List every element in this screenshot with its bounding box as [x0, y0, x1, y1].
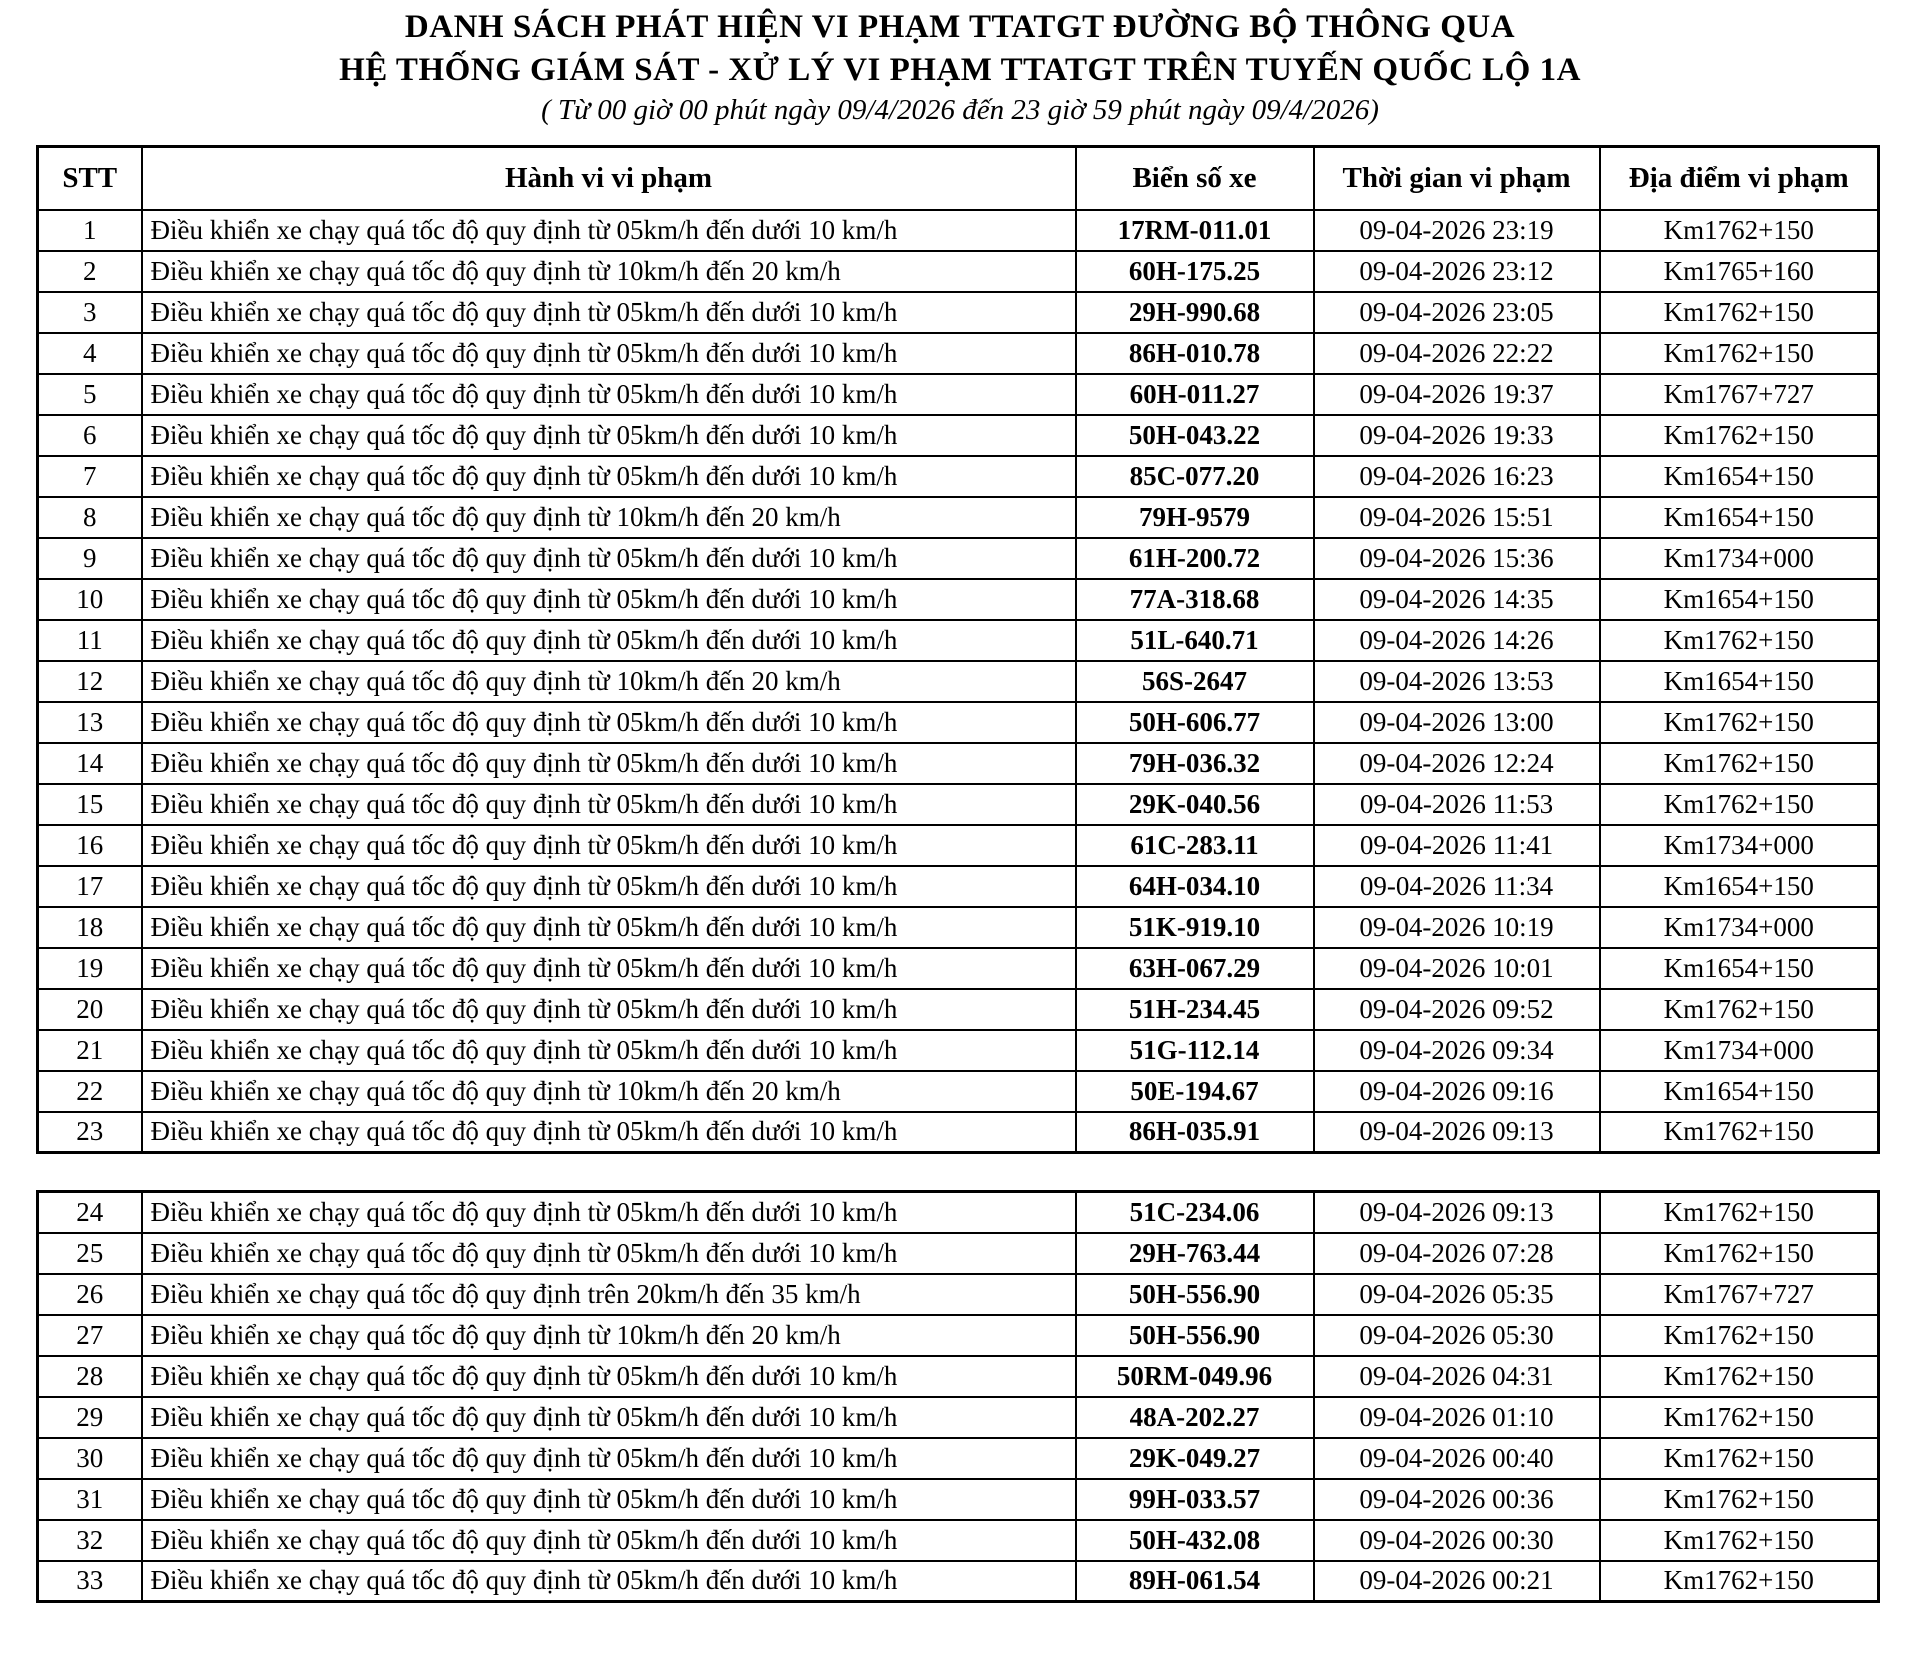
violation-cell: Điều khiển xe chạy quá tốc độ quy định từ 05km/h đến dưới 10 km/h	[142, 620, 1076, 661]
location-cell: Km1762+150	[1600, 1397, 1879, 1438]
violation-cell: Điều khiển xe chạy quá tốc độ quy định trên 20km/h đến 35 km/h	[142, 1274, 1076, 1315]
table-row	[38, 1071, 1879, 1112]
location-cell: Km1762+150	[1600, 620, 1879, 661]
time-cell: 09-04-2026 07:28	[1314, 1233, 1600, 1274]
time-cell: 09-04-2026 04:31	[1314, 1356, 1600, 1397]
violation-cell: Điều khiển xe chạy quá tốc độ quy định từ 05km/h đến dưới 10 km/h	[142, 866, 1076, 907]
stt-cell: 4	[38, 333, 142, 374]
plate-cell: 77A-318.68	[1076, 579, 1314, 620]
violations-table-block-1	[36, 145, 1880, 1154]
plate-cell: 79H-036.32	[1076, 743, 1314, 784]
violation-cell: Điều khiển xe chạy quá tốc độ quy định từ 05km/h đến dưới 10 km/h	[142, 1233, 1076, 1274]
time-cell: 09-04-2026 15:36	[1314, 538, 1600, 579]
table-row	[38, 661, 1879, 702]
stt-cell: 33	[38, 1561, 142, 1602]
location-cell: Km1765+160	[1600, 251, 1879, 292]
time-cell: 09-04-2026 13:00	[1314, 702, 1600, 743]
stt-cell: 7	[38, 456, 142, 497]
stt-cell: 16	[38, 825, 142, 866]
header-stt: STT	[38, 147, 142, 210]
location-cell: Km1762+150	[1600, 1112, 1879, 1153]
violation-cell: Điều khiển xe chạy quá tốc độ quy định từ 05km/h đến dưới 10 km/h	[142, 579, 1076, 620]
location-cell: Km1762+150	[1600, 1479, 1879, 1520]
stt-cell: 24	[38, 1192, 142, 1233]
plate-cell: 60H-175.25	[1076, 251, 1314, 292]
stt-cell: 6	[38, 415, 142, 456]
location-cell: Km1762+150	[1600, 333, 1879, 374]
location-cell: Km1762+150	[1600, 1438, 1879, 1479]
violation-cell: Điều khiển xe chạy quá tốc độ quy định từ 05km/h đến dưới 10 km/h	[142, 1192, 1076, 1233]
location-cell: Km1767+727	[1600, 1274, 1879, 1315]
location-cell: Km1654+150	[1600, 948, 1879, 989]
time-cell: 09-04-2026 09:16	[1314, 1071, 1600, 1112]
time-cell: 09-04-2026 05:30	[1314, 1315, 1600, 1356]
plate-cell: 61H-200.72	[1076, 538, 1314, 579]
plate-cell: 51C-234.06	[1076, 1192, 1314, 1233]
location-cell: Km1762+150	[1600, 1561, 1879, 1602]
stt-cell: 9	[38, 538, 142, 579]
violation-cell: Điều khiển xe chạy quá tốc độ quy định từ 10km/h đến 20 km/h	[142, 661, 1076, 702]
time-cell: 09-04-2026 14:26	[1314, 620, 1600, 661]
location-cell: Km1654+150	[1600, 579, 1879, 620]
location-cell: Km1762+150	[1600, 1520, 1879, 1561]
document-title-line2: HỆ THỐNG GIÁM SÁT - XỬ LÝ VI PHẠM TTATGT TRÊN TUYẾN QUỐC LỘ 1A	[339, 52, 1581, 88]
table-row	[38, 374, 1879, 415]
table-row	[38, 1233, 1879, 1274]
violation-cell: Điều khiển xe chạy quá tốc độ quy định từ 05km/h đến dưới 10 km/h	[142, 292, 1076, 333]
stt-cell: 11	[38, 620, 142, 661]
table-row	[38, 1561, 1879, 1602]
table-row	[38, 620, 1879, 661]
time-cell: 09-04-2026 11:41	[1314, 825, 1600, 866]
location-cell: Km1762+150	[1600, 1233, 1879, 1274]
time-cell: 09-04-2026 00:30	[1314, 1520, 1600, 1561]
plate-cell: 50H-606.77	[1076, 702, 1314, 743]
plate-cell: 51H-234.45	[1076, 989, 1314, 1030]
location-cell: Km1767+727	[1600, 374, 1879, 415]
time-cell: 09-04-2026 09:13	[1314, 1192, 1600, 1233]
plate-cell: 29K-049.27	[1076, 1438, 1314, 1479]
location-cell: Km1734+000	[1600, 825, 1879, 866]
time-cell: 09-04-2026 09:34	[1314, 1030, 1600, 1071]
violation-cell: Điều khiển xe chạy quá tốc độ quy định từ 05km/h đến dưới 10 km/h	[142, 825, 1076, 866]
table-row	[38, 989, 1879, 1030]
table-row	[38, 210, 1879, 251]
time-cell: 09-04-2026 15:51	[1314, 497, 1600, 538]
violations-table-header	[38, 147, 1879, 210]
violation-cell: Điều khiển xe chạy quá tốc độ quy định từ 10km/h đến 20 km/h	[142, 497, 1076, 538]
table-row	[38, 907, 1879, 948]
stt-cell: 25	[38, 1233, 142, 1274]
time-cell: 09-04-2026 00:36	[1314, 1479, 1600, 1520]
plate-cell: 64H-034.10	[1076, 866, 1314, 907]
table-row	[38, 743, 1879, 784]
time-cell: 09-04-2026 23:12	[1314, 251, 1600, 292]
stt-cell: 2	[38, 251, 142, 292]
stt-cell: 3	[38, 292, 142, 333]
plate-cell: 50E-194.67	[1076, 1071, 1314, 1112]
header-plate: Biển số xe	[1076, 147, 1314, 210]
stt-cell: 23	[38, 1112, 142, 1153]
plate-cell: 89H-061.54	[1076, 1561, 1314, 1602]
location-cell: Km1762+150	[1600, 415, 1879, 456]
plate-cell: 29H-763.44	[1076, 1233, 1314, 1274]
plate-cell: 50H-432.08	[1076, 1520, 1314, 1561]
table-row	[38, 1397, 1879, 1438]
location-cell: Km1654+150	[1600, 661, 1879, 702]
stt-cell: 26	[38, 1274, 142, 1315]
time-cell: 09-04-2026 11:34	[1314, 866, 1600, 907]
location-cell: Km1762+150	[1600, 210, 1879, 251]
stt-cell: 17	[38, 866, 142, 907]
violation-cell: Điều khiển xe chạy quá tốc độ quy định từ 05km/h đến dưới 10 km/h	[142, 948, 1076, 989]
plate-cell: 60H-011.27	[1076, 374, 1314, 415]
stt-cell: 28	[38, 1356, 142, 1397]
plate-cell: 48A-202.27	[1076, 1397, 1314, 1438]
table-row	[38, 251, 1879, 292]
table-row	[38, 579, 1879, 620]
plate-cell: 50H-556.90	[1076, 1315, 1314, 1356]
table-row	[38, 1438, 1879, 1479]
time-cell: 09-04-2026 00:21	[1314, 1561, 1600, 1602]
header-time: Thời gian vi phạm	[1314, 147, 1600, 210]
plate-cell: 50RM-049.96	[1076, 1356, 1314, 1397]
table-row	[38, 1112, 1879, 1153]
stt-cell: 5	[38, 374, 142, 415]
time-cell: 09-04-2026 16:23	[1314, 456, 1600, 497]
violation-cell: Điều khiển xe chạy quá tốc độ quy định từ 05km/h đến dưới 10 km/h	[142, 333, 1076, 374]
violation-cell: Điều khiển xe chạy quá tốc độ quy định từ 05km/h đến dưới 10 km/h	[142, 907, 1076, 948]
location-cell: Km1654+150	[1600, 456, 1879, 497]
time-cell: 09-04-2026 09:52	[1314, 989, 1600, 1030]
stt-cell: 1	[38, 210, 142, 251]
table-row	[38, 1356, 1879, 1397]
plate-cell: 50H-556.90	[1076, 1274, 1314, 1315]
violation-cell: Điều khiển xe chạy quá tốc độ quy định từ 05km/h đến dưới 10 km/h	[142, 1520, 1076, 1561]
table-row	[38, 415, 1879, 456]
header-violation: Hành vi vi phạm	[142, 147, 1076, 210]
time-cell: 09-04-2026 10:19	[1314, 907, 1600, 948]
location-cell: Km1654+150	[1600, 866, 1879, 907]
time-cell: 09-04-2026 00:40	[1314, 1438, 1600, 1479]
stt-cell: 14	[38, 743, 142, 784]
table-row	[38, 292, 1879, 333]
header-row	[38, 147, 1879, 210]
violations-table-block-2	[36, 1190, 1880, 1603]
header-location: Địa điểm vi phạm	[1600, 147, 1879, 210]
violation-cell: Điều khiển xe chạy quá tốc độ quy định từ 05km/h đến dưới 10 km/h	[142, 1030, 1076, 1071]
plate-cell: 86H-010.78	[1076, 333, 1314, 374]
violation-cell: Điều khiển xe chạy quá tốc độ quy định từ 05km/h đến dưới 10 km/h	[142, 1356, 1076, 1397]
violation-cell: Điều khiển xe chạy quá tốc độ quy định từ 05km/h đến dưới 10 km/h	[142, 1397, 1076, 1438]
location-cell: Km1734+000	[1600, 538, 1879, 579]
document-title-line1: DANH SÁCH PHÁT HIỆN VI PHẠM TTATGT ĐƯỜNG BỘ THÔNG QUA	[404, 9, 1516, 45]
violations-rows-block-2	[38, 1192, 1879, 1602]
location-cell: Km1762+150	[1600, 1192, 1879, 1233]
table-row	[38, 538, 1879, 579]
time-cell: 09-04-2026 01:10	[1314, 1397, 1600, 1438]
plate-cell: 86H-035.91	[1076, 1112, 1314, 1153]
location-cell: Km1734+000	[1600, 907, 1879, 948]
table-row	[38, 1030, 1879, 1071]
location-cell: Km1762+150	[1600, 784, 1879, 825]
stt-cell: 13	[38, 702, 142, 743]
stt-cell: 32	[38, 1520, 142, 1561]
plate-cell: 17RM-011.01	[1076, 210, 1314, 251]
time-cell: 09-04-2026 19:37	[1314, 374, 1600, 415]
violation-cell: Điều khiển xe chạy quá tốc độ quy định từ 05km/h đến dưới 10 km/h	[142, 1112, 1076, 1153]
plate-cell: 51L-640.71	[1076, 620, 1314, 661]
violation-cell: Điều khiển xe chạy quá tốc độ quy định từ 05km/h đến dưới 10 km/h	[142, 989, 1076, 1030]
stt-cell: 21	[38, 1030, 142, 1071]
plate-cell: 51K-919.10	[1076, 907, 1314, 948]
stt-cell: 18	[38, 907, 142, 948]
violation-cell: Điều khiển xe chạy quá tốc độ quy định từ 05km/h đến dưới 10 km/h	[142, 538, 1076, 579]
table-row	[38, 948, 1879, 989]
stt-cell: 30	[38, 1438, 142, 1479]
violation-cell: Điều khiển xe chạy quá tốc độ quy định từ 05km/h đến dưới 10 km/h	[142, 784, 1076, 825]
table-row	[38, 1479, 1879, 1520]
table-row	[38, 497, 1879, 538]
time-cell: 09-04-2026 23:05	[1314, 292, 1600, 333]
violation-cell: Điều khiển xe chạy quá tốc độ quy định từ 05km/h đến dưới 10 km/h	[142, 1438, 1076, 1479]
table-row	[38, 1192, 1879, 1233]
time-cell: 09-04-2026 22:22	[1314, 333, 1600, 374]
stt-cell: 12	[38, 661, 142, 702]
table-row	[38, 825, 1879, 866]
table-row	[38, 456, 1879, 497]
document-header	[0, 6, 1920, 128]
stt-cell: 31	[38, 1479, 142, 1520]
location-cell: Km1654+150	[1600, 1071, 1879, 1112]
plate-cell: 29K-040.56	[1076, 784, 1314, 825]
stt-cell: 19	[38, 948, 142, 989]
violation-cell: Điều khiển xe chạy quá tốc độ quy định từ 05km/h đến dưới 10 km/h	[142, 702, 1076, 743]
location-cell: Km1762+150	[1600, 989, 1879, 1030]
location-cell: Km1762+150	[1600, 702, 1879, 743]
table-row	[38, 1315, 1879, 1356]
plate-cell: 51G-112.14	[1076, 1030, 1314, 1071]
violation-cell: Điều khiển xe chạy quá tốc độ quy định từ 05km/h đến dưới 10 km/h	[142, 415, 1076, 456]
violation-cell: Điều khiển xe chạy quá tốc độ quy định từ 05km/h đến dưới 10 km/h	[142, 210, 1076, 251]
violation-cell: Điều khiển xe chạy quá tốc độ quy định từ 05km/h đến dưới 10 km/h	[142, 374, 1076, 415]
table-row	[38, 1520, 1879, 1561]
table-row	[38, 866, 1879, 907]
location-cell: Km1734+000	[1600, 1030, 1879, 1071]
plate-cell: 79H-9579	[1076, 497, 1314, 538]
violation-cell: Điều khiển xe chạy quá tốc độ quy định từ 05km/h đến dưới 10 km/h	[142, 1479, 1076, 1520]
plate-cell: 50H-043.22	[1076, 415, 1314, 456]
table-row	[38, 333, 1879, 374]
time-cell: 09-04-2026 09:13	[1314, 1112, 1600, 1153]
plate-cell: 63H-067.29	[1076, 948, 1314, 989]
plate-cell: 56S-2647	[1076, 661, 1314, 702]
location-cell: Km1762+150	[1600, 292, 1879, 333]
time-cell: 09-04-2026 23:19	[1314, 210, 1600, 251]
violation-cell: Điều khiển xe chạy quá tốc độ quy định từ 05km/h đến dưới 10 km/h	[142, 1561, 1076, 1602]
plate-cell: 29H-990.68	[1076, 292, 1314, 333]
stt-cell: 20	[38, 989, 142, 1030]
location-cell: Km1654+150	[1600, 497, 1879, 538]
plate-cell: 61C-283.11	[1076, 825, 1314, 866]
stt-cell: 27	[38, 1315, 142, 1356]
time-cell: 09-04-2026 12:24	[1314, 743, 1600, 784]
violation-cell: Điều khiển xe chạy quá tốc độ quy định từ 10km/h đến 20 km/h	[142, 1071, 1076, 1112]
table-row	[38, 784, 1879, 825]
location-cell: Km1762+150	[1600, 743, 1879, 784]
time-cell: 09-04-2026 19:33	[1314, 415, 1600, 456]
location-cell: Km1762+150	[1600, 1356, 1879, 1397]
violations-rows-block-1	[38, 210, 1879, 1153]
time-cell: 09-04-2026 10:01	[1314, 948, 1600, 989]
stt-cell: 10	[38, 579, 142, 620]
table-row	[38, 702, 1879, 743]
stt-cell: 8	[38, 497, 142, 538]
stt-cell: 15	[38, 784, 142, 825]
time-cell: 09-04-2026 05:35	[1314, 1274, 1600, 1315]
plate-cell: 99H-033.57	[1076, 1479, 1314, 1520]
time-cell: 09-04-2026 13:53	[1314, 661, 1600, 702]
location-cell: Km1762+150	[1600, 1315, 1879, 1356]
time-cell: 09-04-2026 14:35	[1314, 579, 1600, 620]
stt-cell: 22	[38, 1071, 142, 1112]
violation-cell: Điều khiển xe chạy quá tốc độ quy định từ 10km/h đến 20 km/h	[142, 1315, 1076, 1356]
violation-cell: Điều khiển xe chạy quá tốc độ quy định từ 10km/h đến 20 km/h	[142, 251, 1076, 292]
violation-cell: Điều khiển xe chạy quá tốc độ quy định từ 05km/h đến dưới 10 km/h	[142, 743, 1076, 784]
stt-cell: 29	[38, 1397, 142, 1438]
table-row	[38, 1274, 1879, 1315]
time-cell: 09-04-2026 11:53	[1314, 784, 1600, 825]
plate-cell: 85C-077.20	[1076, 456, 1314, 497]
violation-cell: Điều khiển xe chạy quá tốc độ quy định từ 05km/h đến dưới 10 km/h	[142, 456, 1076, 497]
document-subtitle: ( Từ 00 giờ 00 phút ngày 09/4/2026 đến 23 giờ 59 phút ngày 09/4/2026)	[541, 94, 1379, 126]
